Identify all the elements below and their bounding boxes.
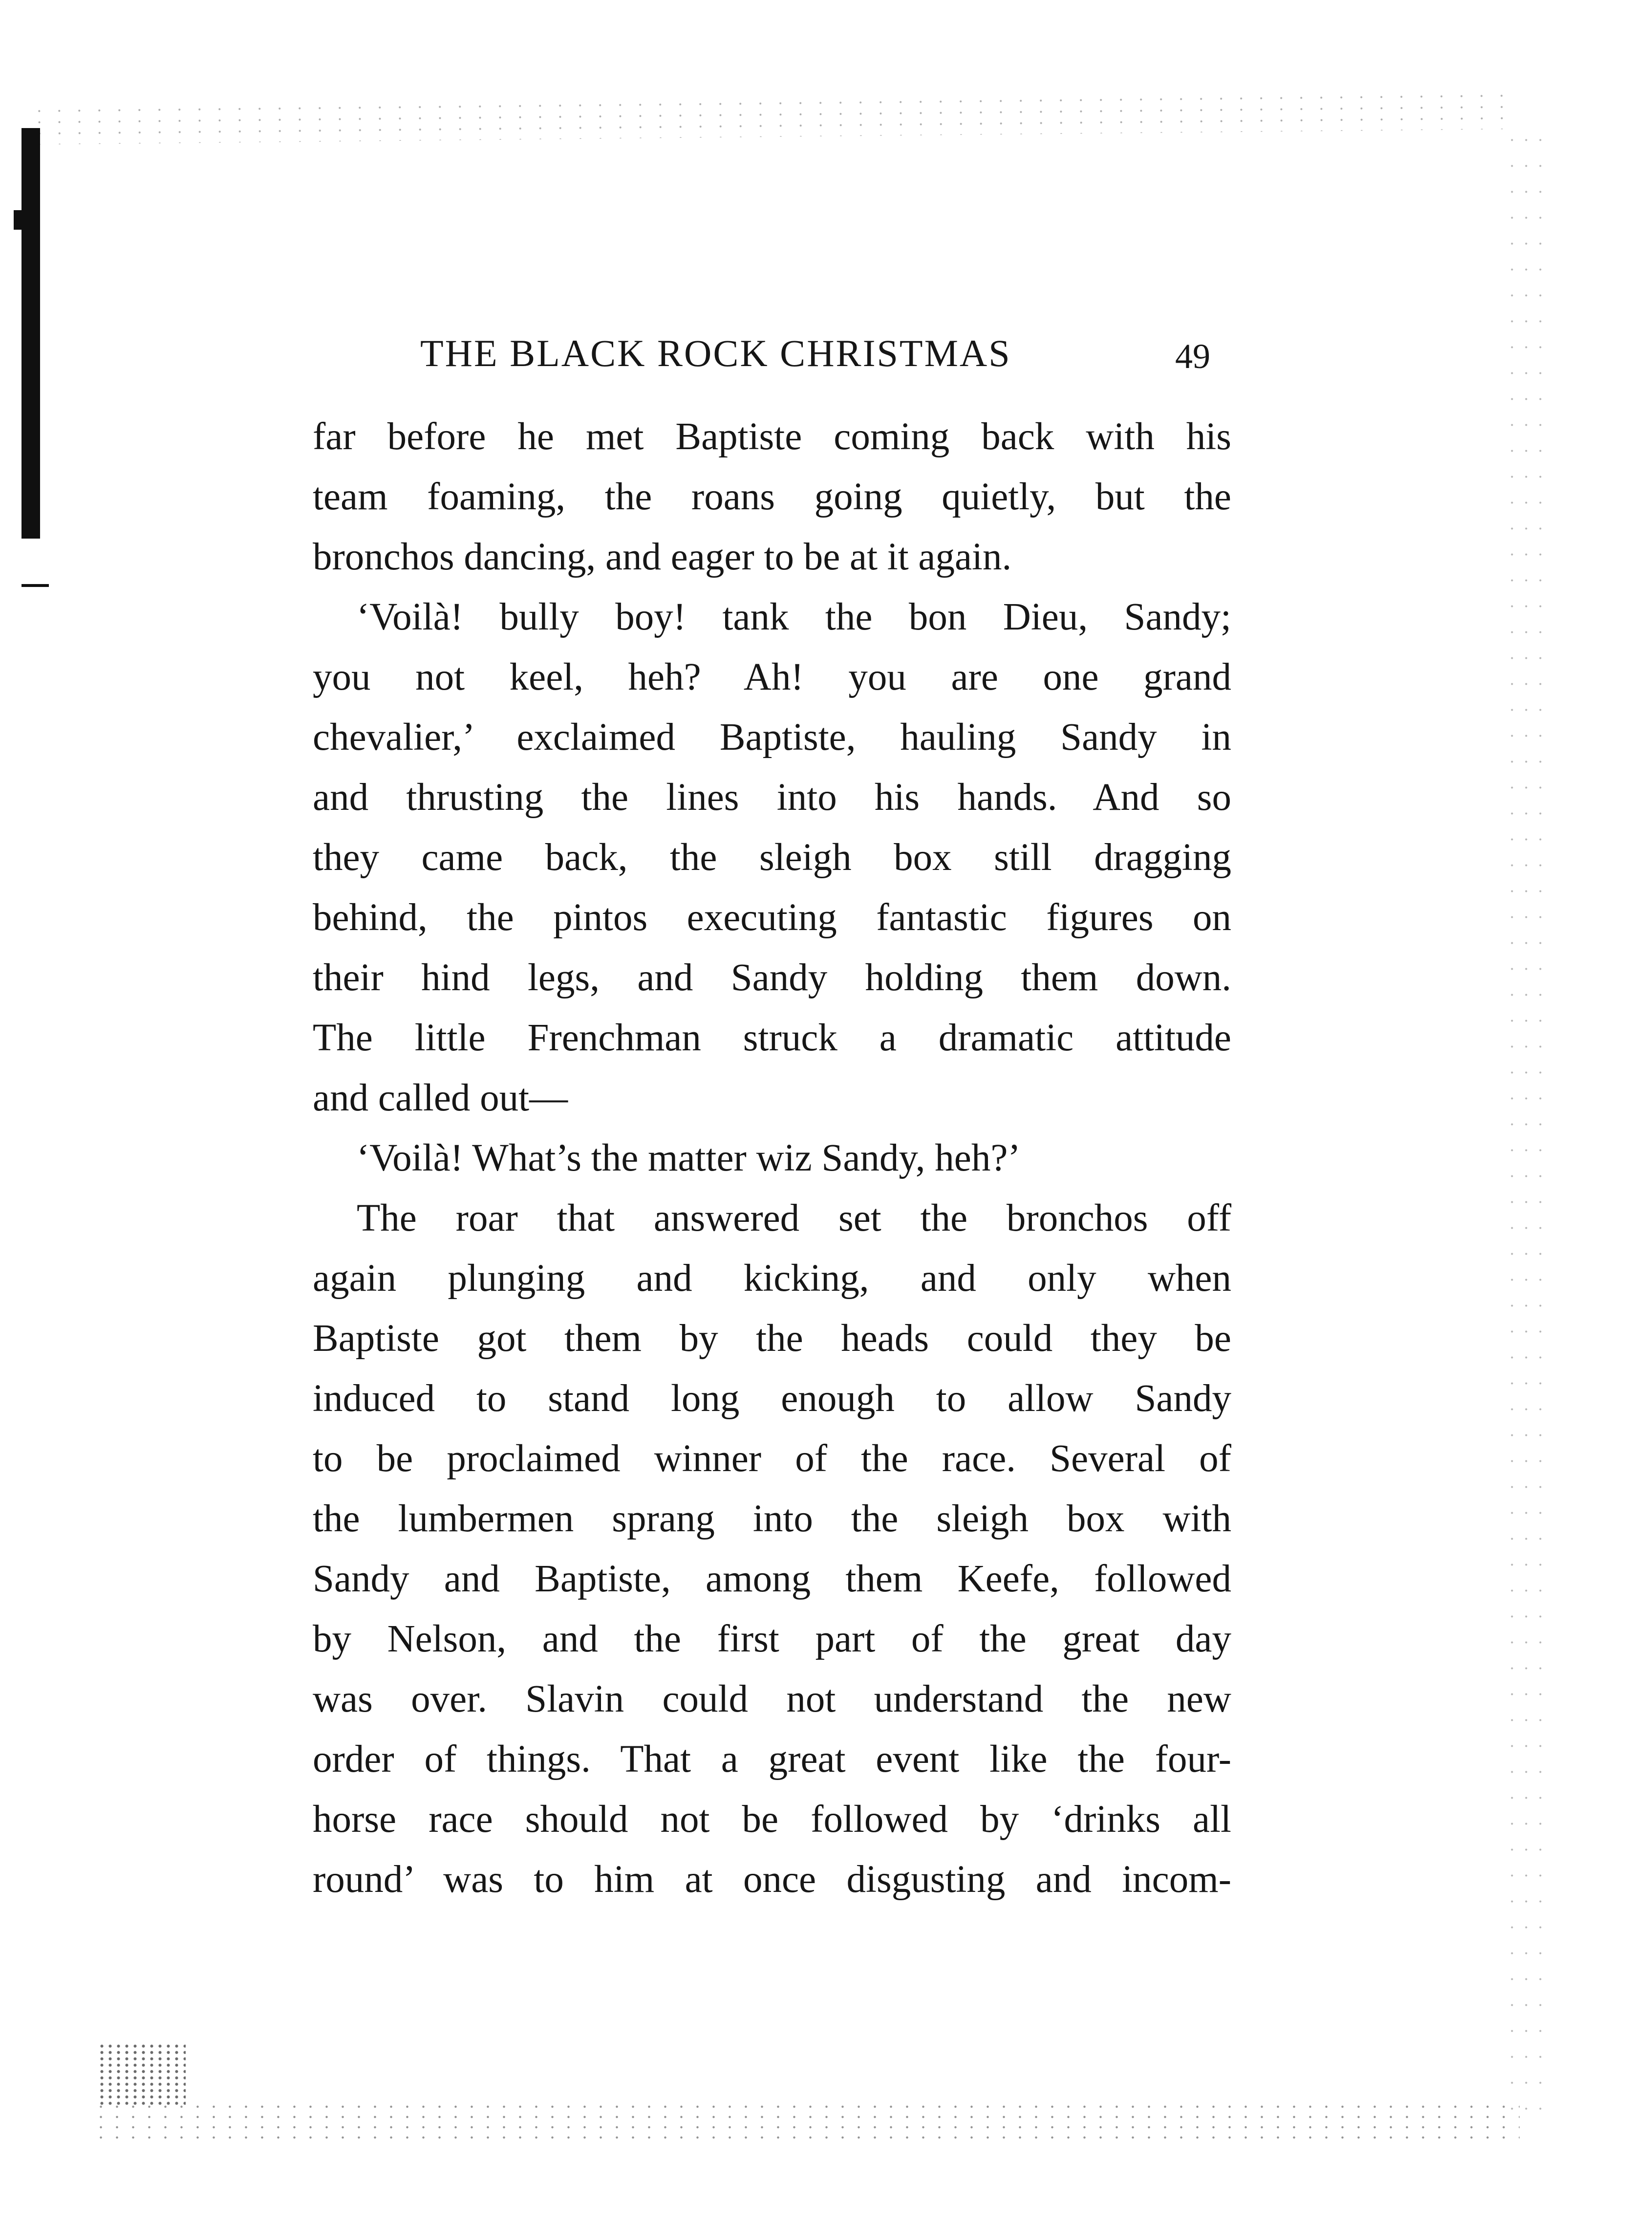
scan-noise-bottom-edge <box>93 2102 1520 2146</box>
page-header <box>0 326 1652 380</box>
text-line: far before he met Baptiste coming back with his <box>313 415 1231 458</box>
text-line: The little Frenchman struck a dramatic attitude <box>313 1017 1231 1059</box>
text-line: was over. Slavin could not understand the new <box>313 1678 1231 1720</box>
text-line: induced to stand long enough to allow Sandy <box>313 1377 1231 1420</box>
text-line: to be proclaimed winner of the race. Several of <box>313 1437 1231 1480</box>
text-line: again plunging and kicking, and only when <box>313 1257 1231 1300</box>
text-line: the lumbermen sprang into the sleigh box with <box>313 1498 1231 1540</box>
text-line: horse race should not be followed by ‘drinks all <box>313 1798 1231 1841</box>
running-title: THE BLACK ROCK CHRISTMAS <box>420 332 1011 374</box>
scan-noise-top-edge <box>29 90 1520 145</box>
scan-noise-right-edge <box>1505 127 1549 2111</box>
text-line: their hind legs, and Sandy holding them down. <box>313 956 1231 999</box>
text-line: they came back, the sleigh box still dragging <box>313 836 1231 879</box>
text-line: round’ was to him at once disgusting and incom- <box>313 1858 1231 1901</box>
text-line: you not keel, heh? Ah! you are one grand <box>313 656 1231 698</box>
text-line: chevalier,’ exclaimed Baptiste, hauling Sandy in <box>313 716 1231 759</box>
page-number: 49 <box>1175 337 1210 376</box>
text-line: Baptiste got them by the heads could they be <box>313 1317 1231 1360</box>
text-line: and called out— <box>313 1077 568 1119</box>
text-line: and thrusting the lines into his hands. And so <box>313 776 1231 819</box>
text-line: ‘Voilà! What’s the matter wiz Sandy, heh?’ <box>357 1137 1021 1179</box>
binding-shadow-tick <box>21 584 49 587</box>
scan-ink-blot <box>98 2043 186 2106</box>
binding-shadow-notch <box>14 210 22 230</box>
text-line: The roar that answered set the bronchos off <box>357 1197 1231 1239</box>
text-line: bronchos dancing, and eager to be at it again. <box>313 536 1012 578</box>
text-line: by Nelson, and the first part of the great day <box>313 1618 1231 1660</box>
text-line: behind, the pintos executing fantastic figures on <box>313 896 1231 939</box>
text-line: team foaming, the roans going quietly, but the <box>313 476 1231 518</box>
text-line: ‘Voilà! bully boy! tank the bon Dieu, Sandy; <box>357 596 1231 638</box>
body-text <box>313 407 1231 1910</box>
text-line: order of things. That a great event like the four- <box>313 1738 1231 1780</box>
text-line: Sandy and Baptiste, among them Keefe, followed <box>313 1558 1231 1600</box>
